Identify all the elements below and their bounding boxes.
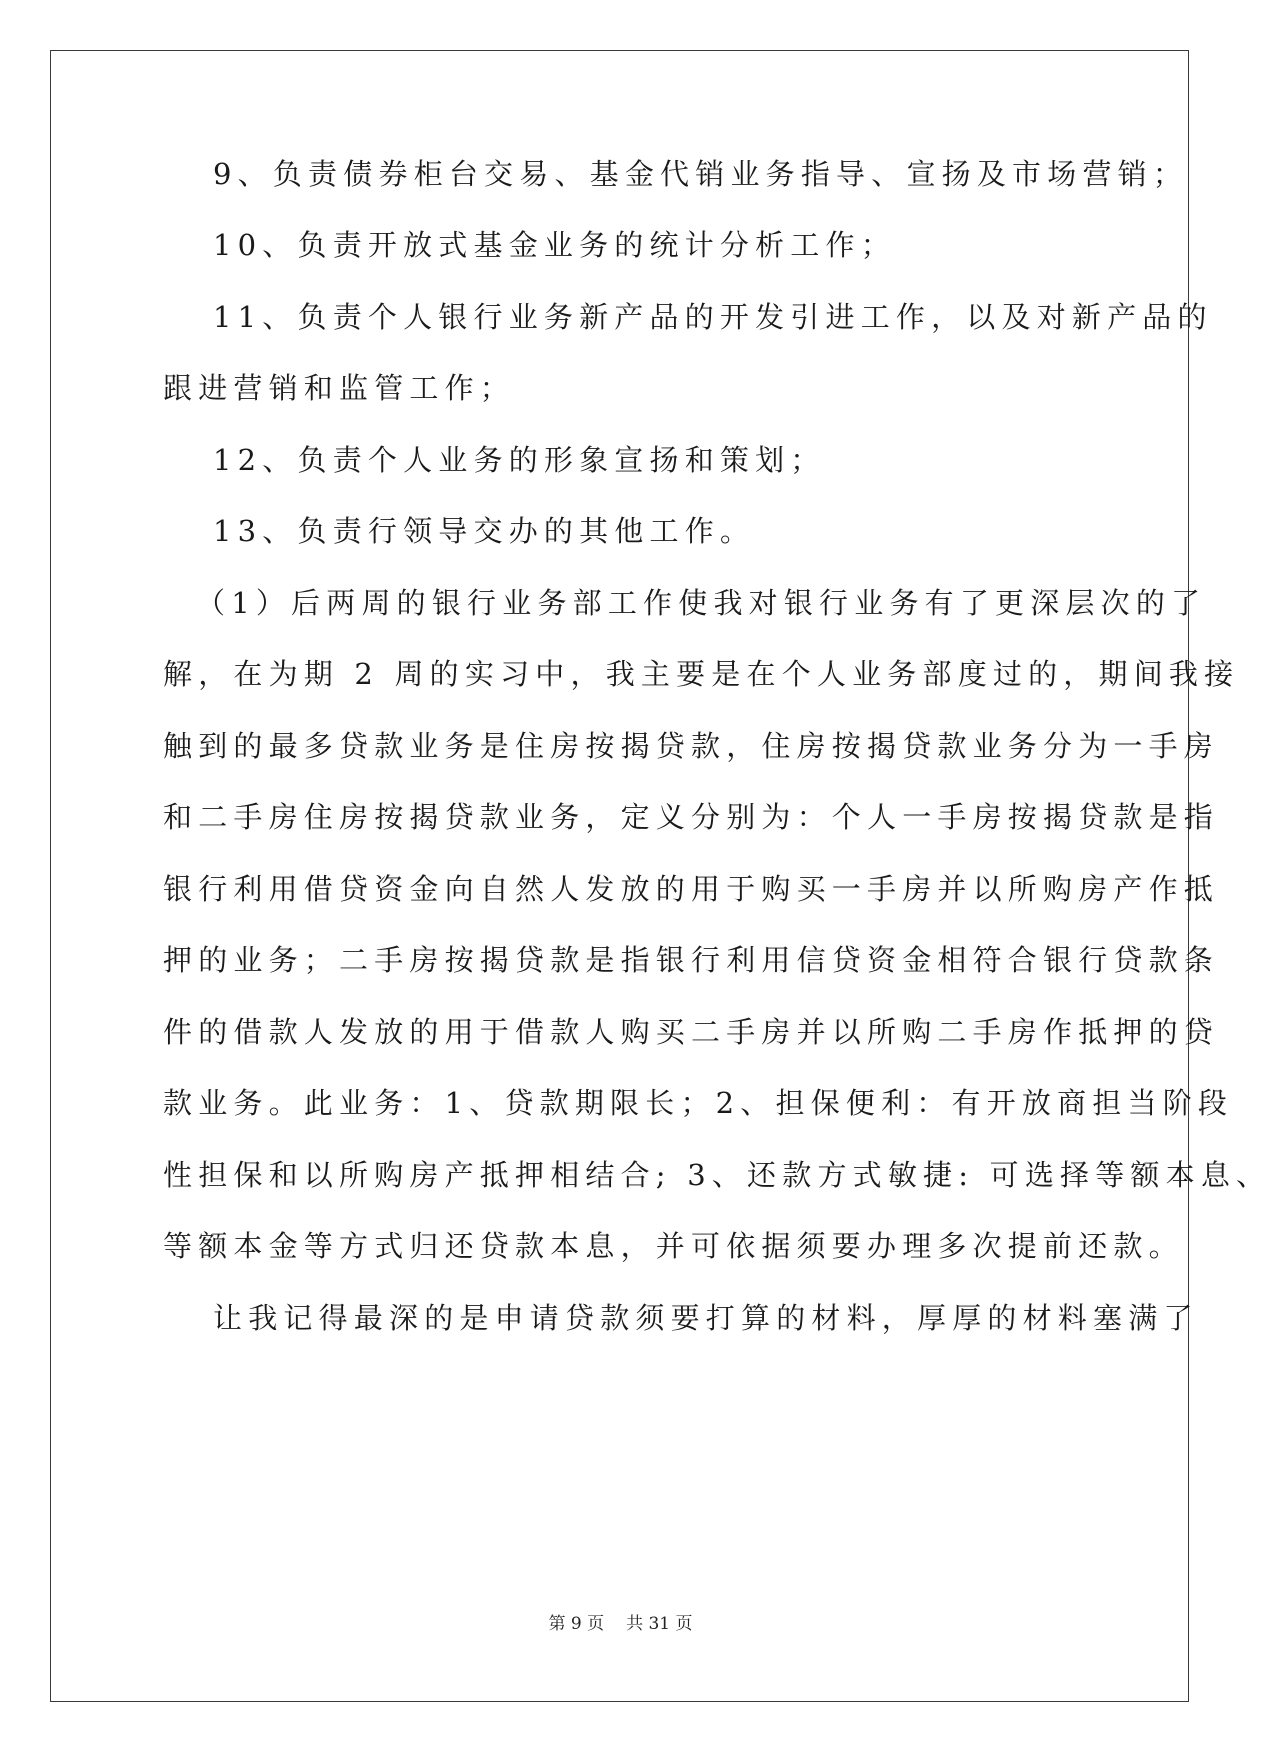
text-line-para2-1: 让我记得最深的是申请贷款须要打算的材料，厚厚的材料塞满了	[213, 1301, 1199, 1335]
text-line-para1-10: 等额本金等方式归还贷款本息，并可依据须要办理多次提前还款。	[163, 1229, 1184, 1263]
text-line-para1-1: （1）后两周的银行业务部工作使我对银行业务有了更深层次的了	[196, 586, 1207, 620]
text-line-para1-4: 和二手房住房按揭贷款业务，定义分别为：个人一手房按揭贷款是指	[163, 800, 1220, 834]
text-line-item-13: 13、负责行领导交办的其他工作。	[213, 514, 756, 548]
text-line-para1-2: 解，在为期 2 周的实习中，我主要是在个人业务部度过的，期间我接	[163, 657, 1240, 691]
page-total: 共 31 页	[626, 1614, 693, 1634]
text-line-para1-3: 触到的最多贷款业务是住房按揭贷款，住房按揭贷款业务分为一手房	[163, 729, 1220, 763]
text-line-item-10: 10、负责开放式基金业务的统计分析工作；	[213, 228, 896, 262]
text-line-item-11-cont: 跟进营销和监管工作；	[163, 371, 516, 405]
page-footer	[0, 1612, 1241, 1636]
text-line-para1-7: 件的借款人发放的用于借款人购买二手房并以所购二手房作抵押的贷	[163, 1015, 1220, 1049]
page-number: 第 9 页	[548, 1614, 605, 1634]
text-line-item-9: 9、负责债券柜台交易、基金代销业务指导、宣扬及市场营销；	[213, 157, 1189, 191]
text-line-item-12: 12、负责个人业务的形象宣扬和策划；	[213, 443, 826, 477]
text-line-item-11: 11、负责个人银行业务新产品的开发引进工作，以及对新产品的	[213, 300, 1213, 334]
text-line-para1-9: 性担保和以所购房产抵押相结合; 3、还款方式敏捷: 可选择等额本息、	[163, 1158, 1271, 1192]
text-line-para1-5: 银行利用借贷资金向自然人发放的用于购买一手房并以所购房产作抵	[163, 872, 1220, 906]
text-line-para1-8: 款业务。此业务：1、贷款期限长；2、担保便利：有开放商担当阶段	[163, 1086, 1234, 1120]
text-line-para1-6: 押的业务；二手房按揭贷款是指银行利用信贷资金相符合银行贷款条	[163, 943, 1220, 977]
